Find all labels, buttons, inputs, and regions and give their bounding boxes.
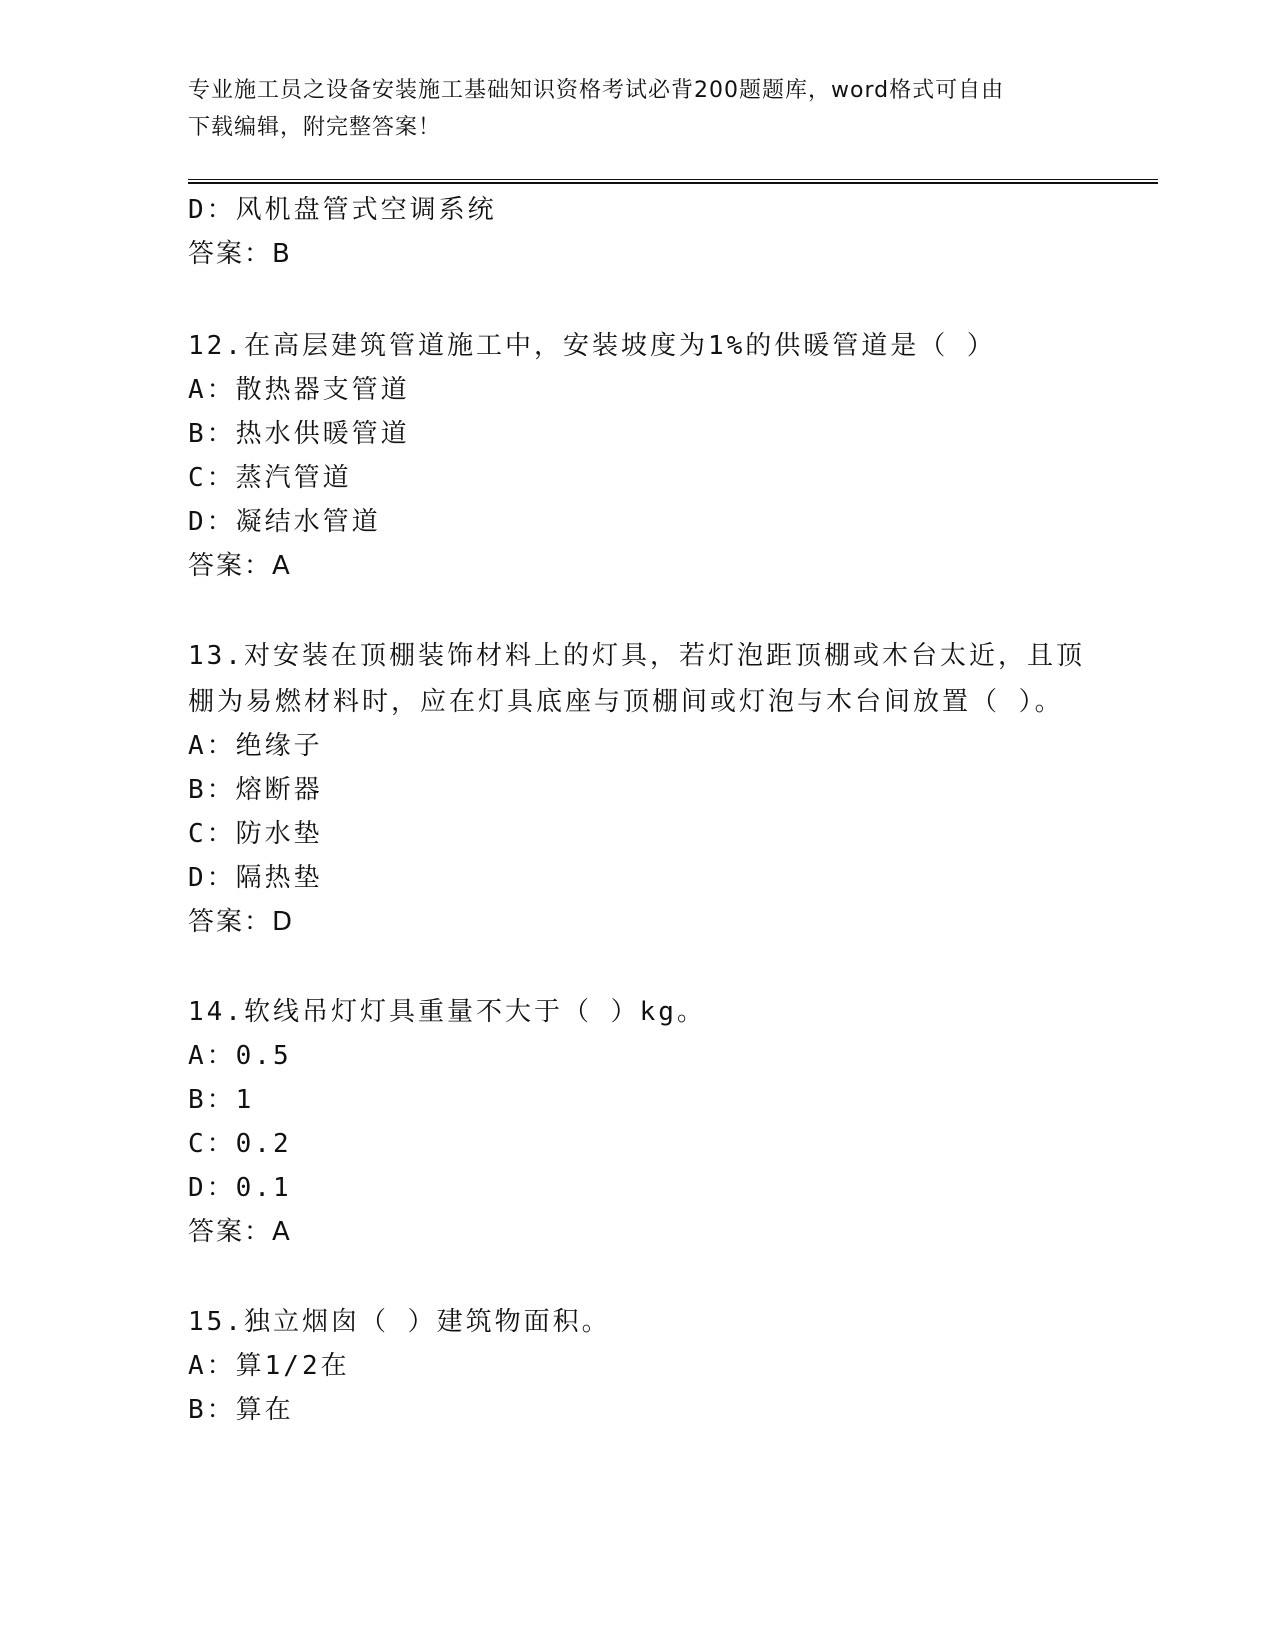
header-line-2: 下载编辑，附完整答案！: [188, 115, 442, 140]
q13-option-c: C：防水垫: [188, 819, 323, 849]
q14-option-d: D：0.1: [188, 1173, 292, 1203]
q11-answer: 答案：B: [188, 239, 292, 269]
q13-option-d: D：隔热垫: [188, 863, 323, 893]
q13-stem-line-2: 棚为易燃材料时，应在灯具底座与顶棚间或灯泡与木台间放置（ ）。: [188, 687, 1064, 717]
q14-stem: 14.软线吊灯灯具重量不大于（ ）kg。: [188, 997, 706, 1027]
q13-option-a: A：绝缘子: [188, 731, 323, 761]
q12-answer: 答案：A: [188, 551, 292, 581]
q15-option-b: B：算在: [188, 1395, 294, 1425]
q12-stem: 12.在高层建筑管道施工中，安装坡度为1%的供暖管道是（ ）: [188, 331, 996, 361]
header-line-1: 专业施工员之设备安装施工基础知识资格考试必背200题题库，word格式可自由: [188, 78, 1005, 103]
q14-option-c: C：0.2: [188, 1129, 292, 1159]
q13-answer: 答案：D: [188, 907, 295, 937]
q12-option-b: B：热水供暖管道: [188, 419, 410, 449]
header-divider-thick: [188, 182, 1158, 184]
q15-stem: 15.独立烟囱（ ）建筑物面积。: [188, 1307, 611, 1337]
q14-option-b: B：1: [188, 1085, 255, 1115]
q11-option-d: D：风机盘管式空调系统: [188, 195, 497, 225]
q15-option-a: A：算1/2在: [188, 1351, 350, 1381]
q12-option-d: D：凝结水管道: [188, 507, 381, 537]
q13-stem-line-1: 13.对安装在顶棚装饰材料上的灯具，若灯泡距顶棚或木台太近，且顶: [188, 641, 1085, 671]
q12-option-a: A：散热器支管道: [188, 375, 410, 405]
q14-option-a: A：0.5: [188, 1041, 292, 1071]
q14-answer: 答案：A: [188, 1217, 292, 1247]
q12-option-c: C：蒸汽管道: [188, 463, 352, 493]
header-divider-thin: [188, 179, 1158, 180]
document-header: [188, 72, 1088, 146]
q13-option-b: B：熔断器: [188, 775, 323, 805]
